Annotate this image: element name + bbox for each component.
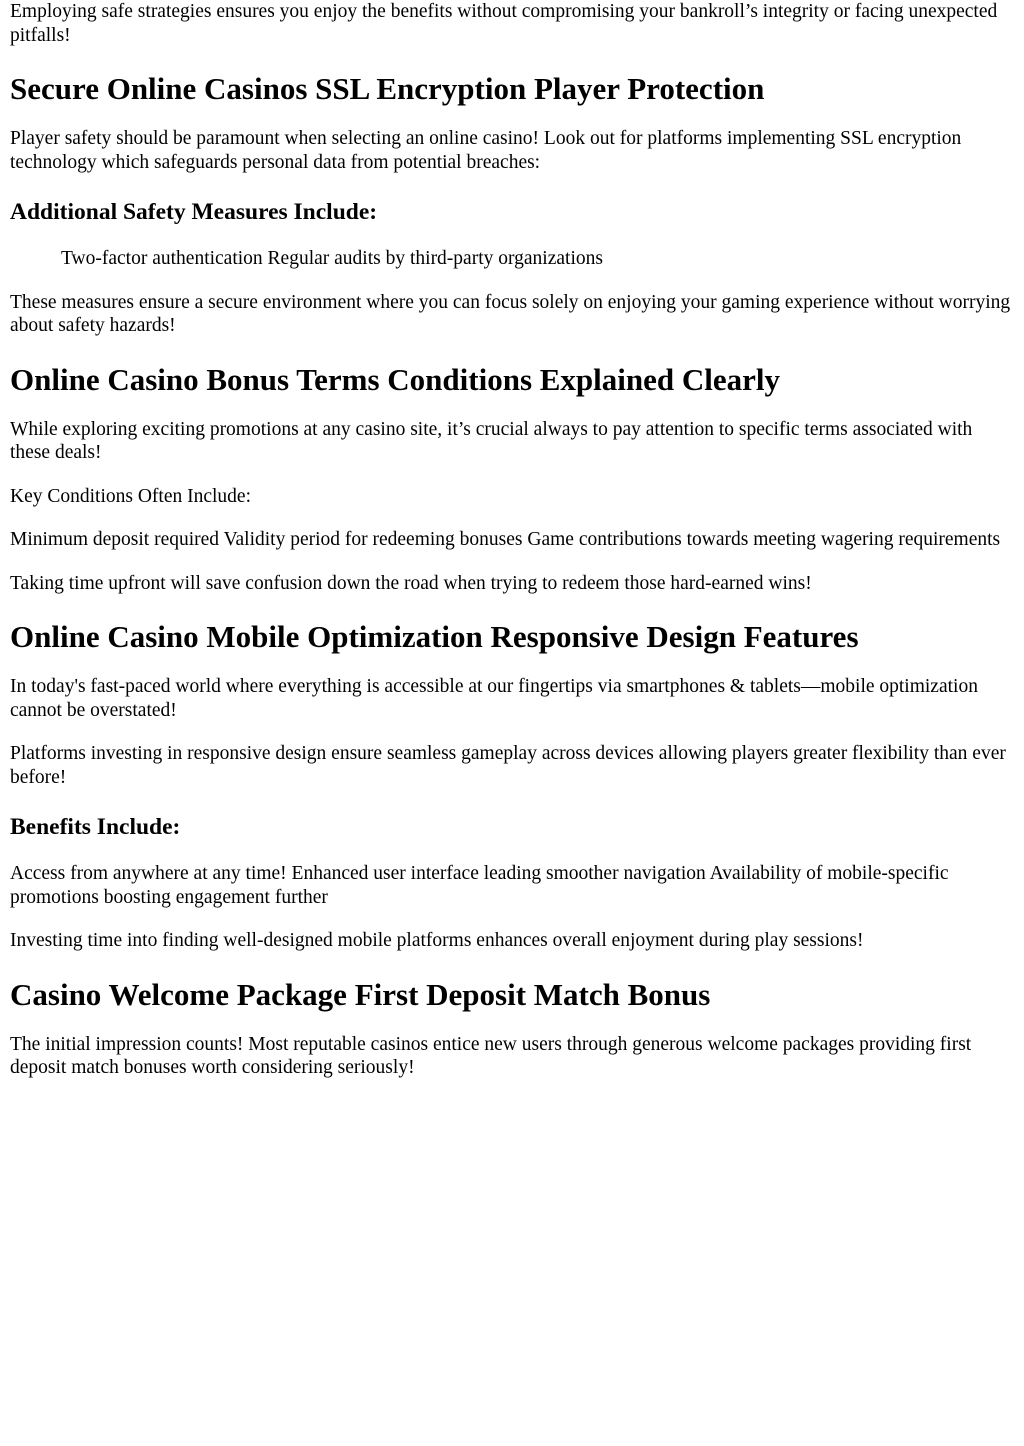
welcome-paragraph: The initial impression counts! Most reputable casinos entice new users through generous welcome packages providing first deposit match bonuses worth considering seriously!	[10, 1033, 972, 1078]
intro-tail-paragraph: Employing safe strategies ensures you enjoy the benefits without compromising your bankroll’s integrity or facing unexpected pitfalls!	[10, 1, 998, 46]
bonus-terms-closing-paragraph: Taking time upfront will save confusion down the road when trying to redeem those hard-earned wins!	[10, 572, 812, 594]
key-conditions-list: Minimum deposit required Validity period for redeeming bonuses Game contributions towards meeting wagering requirements	[10, 529, 1001, 550]
security-heading: Secure Online Casinos SSL Encryption Player Protection	[10, 71, 765, 106]
welcome-heading: Casino Welcome Package First Deposit Match Bonus	[10, 976, 711, 1012]
mobile-paragraph-2: Platforms investing in responsive design ensure seamless gameplay across devices allowing players greater flexibility than ever before!	[10, 743, 1006, 788]
safety-measures-list: Two-factor authentication Regular audits by third-party organizations	[61, 248, 603, 269]
mobile-heading: Online Casino Mobile Optimization Responsive Design Features	[10, 619, 859, 654]
mobile-paragraph-1: In today's fast-paced world where everything is accessible at our fingertips via smartphones & tablets—mobile optimization cannot be overstated!	[10, 676, 978, 721]
key-conditions-label: Key Conditions Often Include:	[10, 485, 251, 507]
benefits-list: Access from anywhere at any time! Enhanced user interface leading smoother navigation Availability of mobile-specific promotions boosting engagement further	[10, 863, 949, 908]
benefits-subheading: Benefits Include:	[10, 814, 181, 840]
safety-measures-subheading: Additional Safety Measures Include:	[10, 199, 378, 225]
security-closing-paragraph: These measures ensure a secure environment where you can focus solely on enjoying your gaming experience without worrying about safety hazards!	[10, 291, 1011, 336]
mobile-closing-paragraph: Investing time into finding well-designed mobile platforms enhances overall enjoyment during play sessions!	[10, 930, 864, 951]
bonus-terms-paragraph: While exploring exciting promotions at any casino site, it’s crucial always to pay attention to specific terms associated with these deals!	[10, 418, 973, 463]
security-paragraph: Player safety should be paramount when selecting an online casino! Look out for platforms implementing SSL encryption technology which safeguards personal data from potential breaches:	[10, 128, 962, 173]
bonus-terms-heading: Online Casino Bonus Terms Conditions Explained Clearly	[10, 361, 781, 397]
